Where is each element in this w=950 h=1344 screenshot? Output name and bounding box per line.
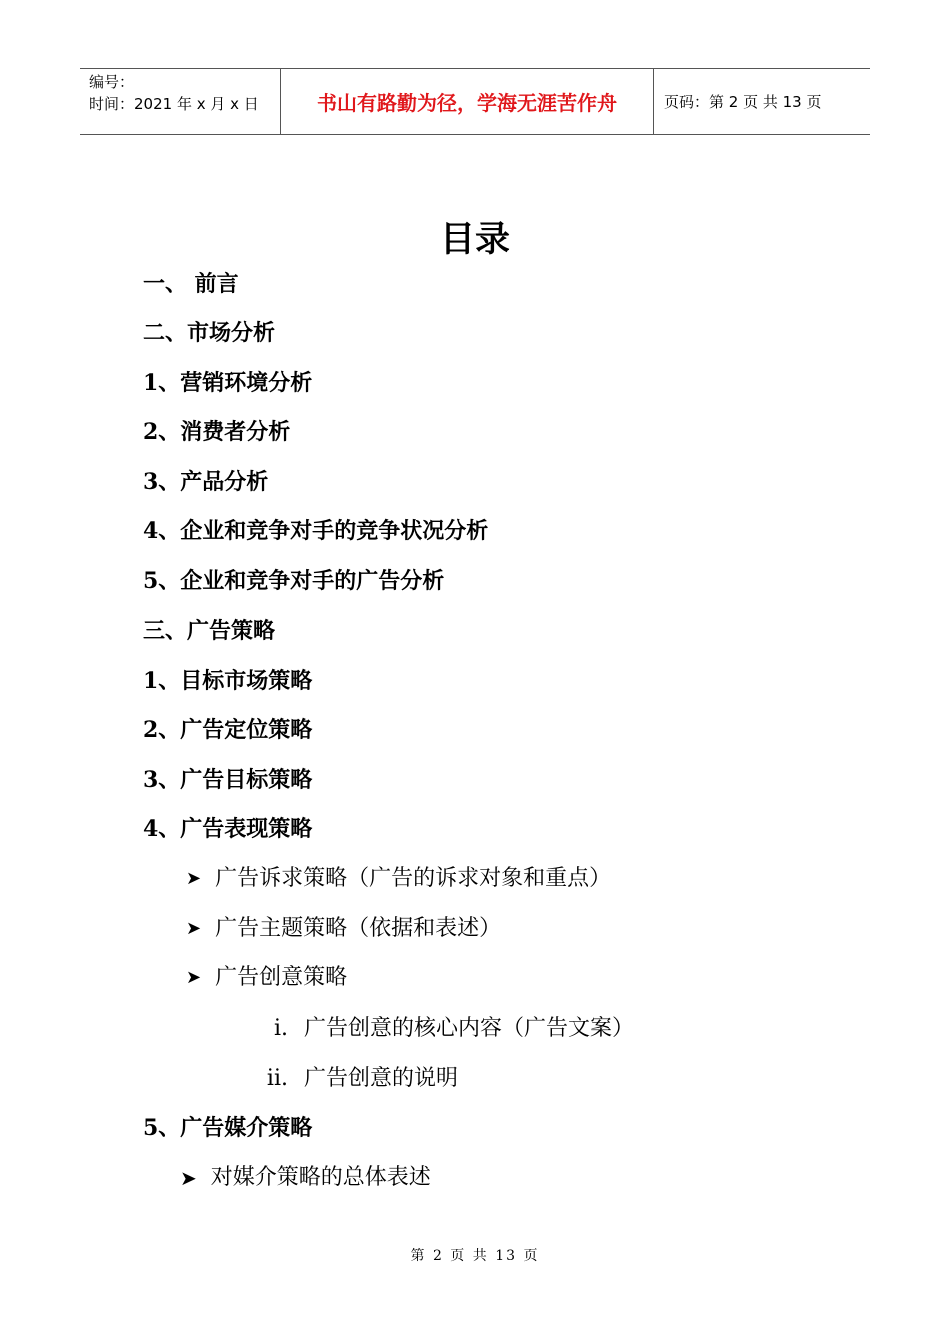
toc-item: 2、广告定位策略: [143, 717, 313, 743]
toc-item: 三、广告策略: [143, 618, 276, 644]
roman-numeral: ii.: [266, 1066, 288, 1091]
toc-item: 4、广告表现策略: [143, 816, 313, 842]
number-label: 编号：: [89, 73, 135, 91]
toc-item: 5、广告媒介策略: [143, 1115, 313, 1141]
page-header: [80, 68, 870, 135]
toc-item: 3、产品分析: [143, 469, 269, 495]
toc-item: 4、企业和竞争对手的竞争状况分析: [143, 518, 489, 544]
sub-item: [180, 1163, 431, 1193]
page-footer: 第 2 页 共 13 页: [410, 1248, 540, 1264]
header-meta: [80, 69, 281, 134]
toc-item: 2、消费者分析: [143, 419, 291, 445]
sub-item-text: 广告主题策略（依据和表述）: [215, 916, 502, 941]
sub-item: [186, 864, 611, 894]
header-motto: 书山有路勤为径，学海无涯苦作舟: [281, 69, 654, 134]
arrow-bullet-icon: ➤: [186, 918, 202, 939]
sub-item-text: 广告诉求策略（广告的诉求对象和重点）: [215, 866, 612, 891]
sub-item-text: 广告创意策略: [215, 965, 348, 990]
sub-item: [186, 963, 347, 993]
toc-item: 二、市场分析: [143, 320, 276, 346]
header-page-info: 页码：第 2 页 共 13 页: [664, 93, 822, 111]
time-label: 时间：2021 年 x 月 x 日: [89, 95, 259, 113]
page-title: 目录: [439, 220, 510, 260]
numbered-item-text: 广告创意的核心内容（广告文案）: [304, 1016, 635, 1041]
roman-numeral: i.: [273, 1016, 288, 1041]
arrow-bullet-icon: ➤: [186, 967, 202, 988]
toc-item: 1、目标市场策略: [143, 668, 313, 694]
sub-item-text: 对媒介策略的总体表述: [210, 1165, 431, 1190]
toc-item: 5、企业和竞争对手的广告分析: [143, 568, 445, 594]
toc-item: 1、营销环境分析: [143, 370, 313, 396]
numbered-item: [248, 1014, 634, 1044]
toc-item: 3、广告目标策略: [143, 767, 313, 793]
numbered-item-text: 广告创意的说明: [304, 1066, 459, 1091]
sub-item: [186, 914, 501, 944]
numbered-item: [248, 1064, 458, 1094]
toc-item: 一、 前言: [143, 271, 239, 297]
arrow-bullet-icon: ➤: [180, 1166, 197, 1190]
arrow-bullet-icon: ➤: [186, 868, 202, 889]
